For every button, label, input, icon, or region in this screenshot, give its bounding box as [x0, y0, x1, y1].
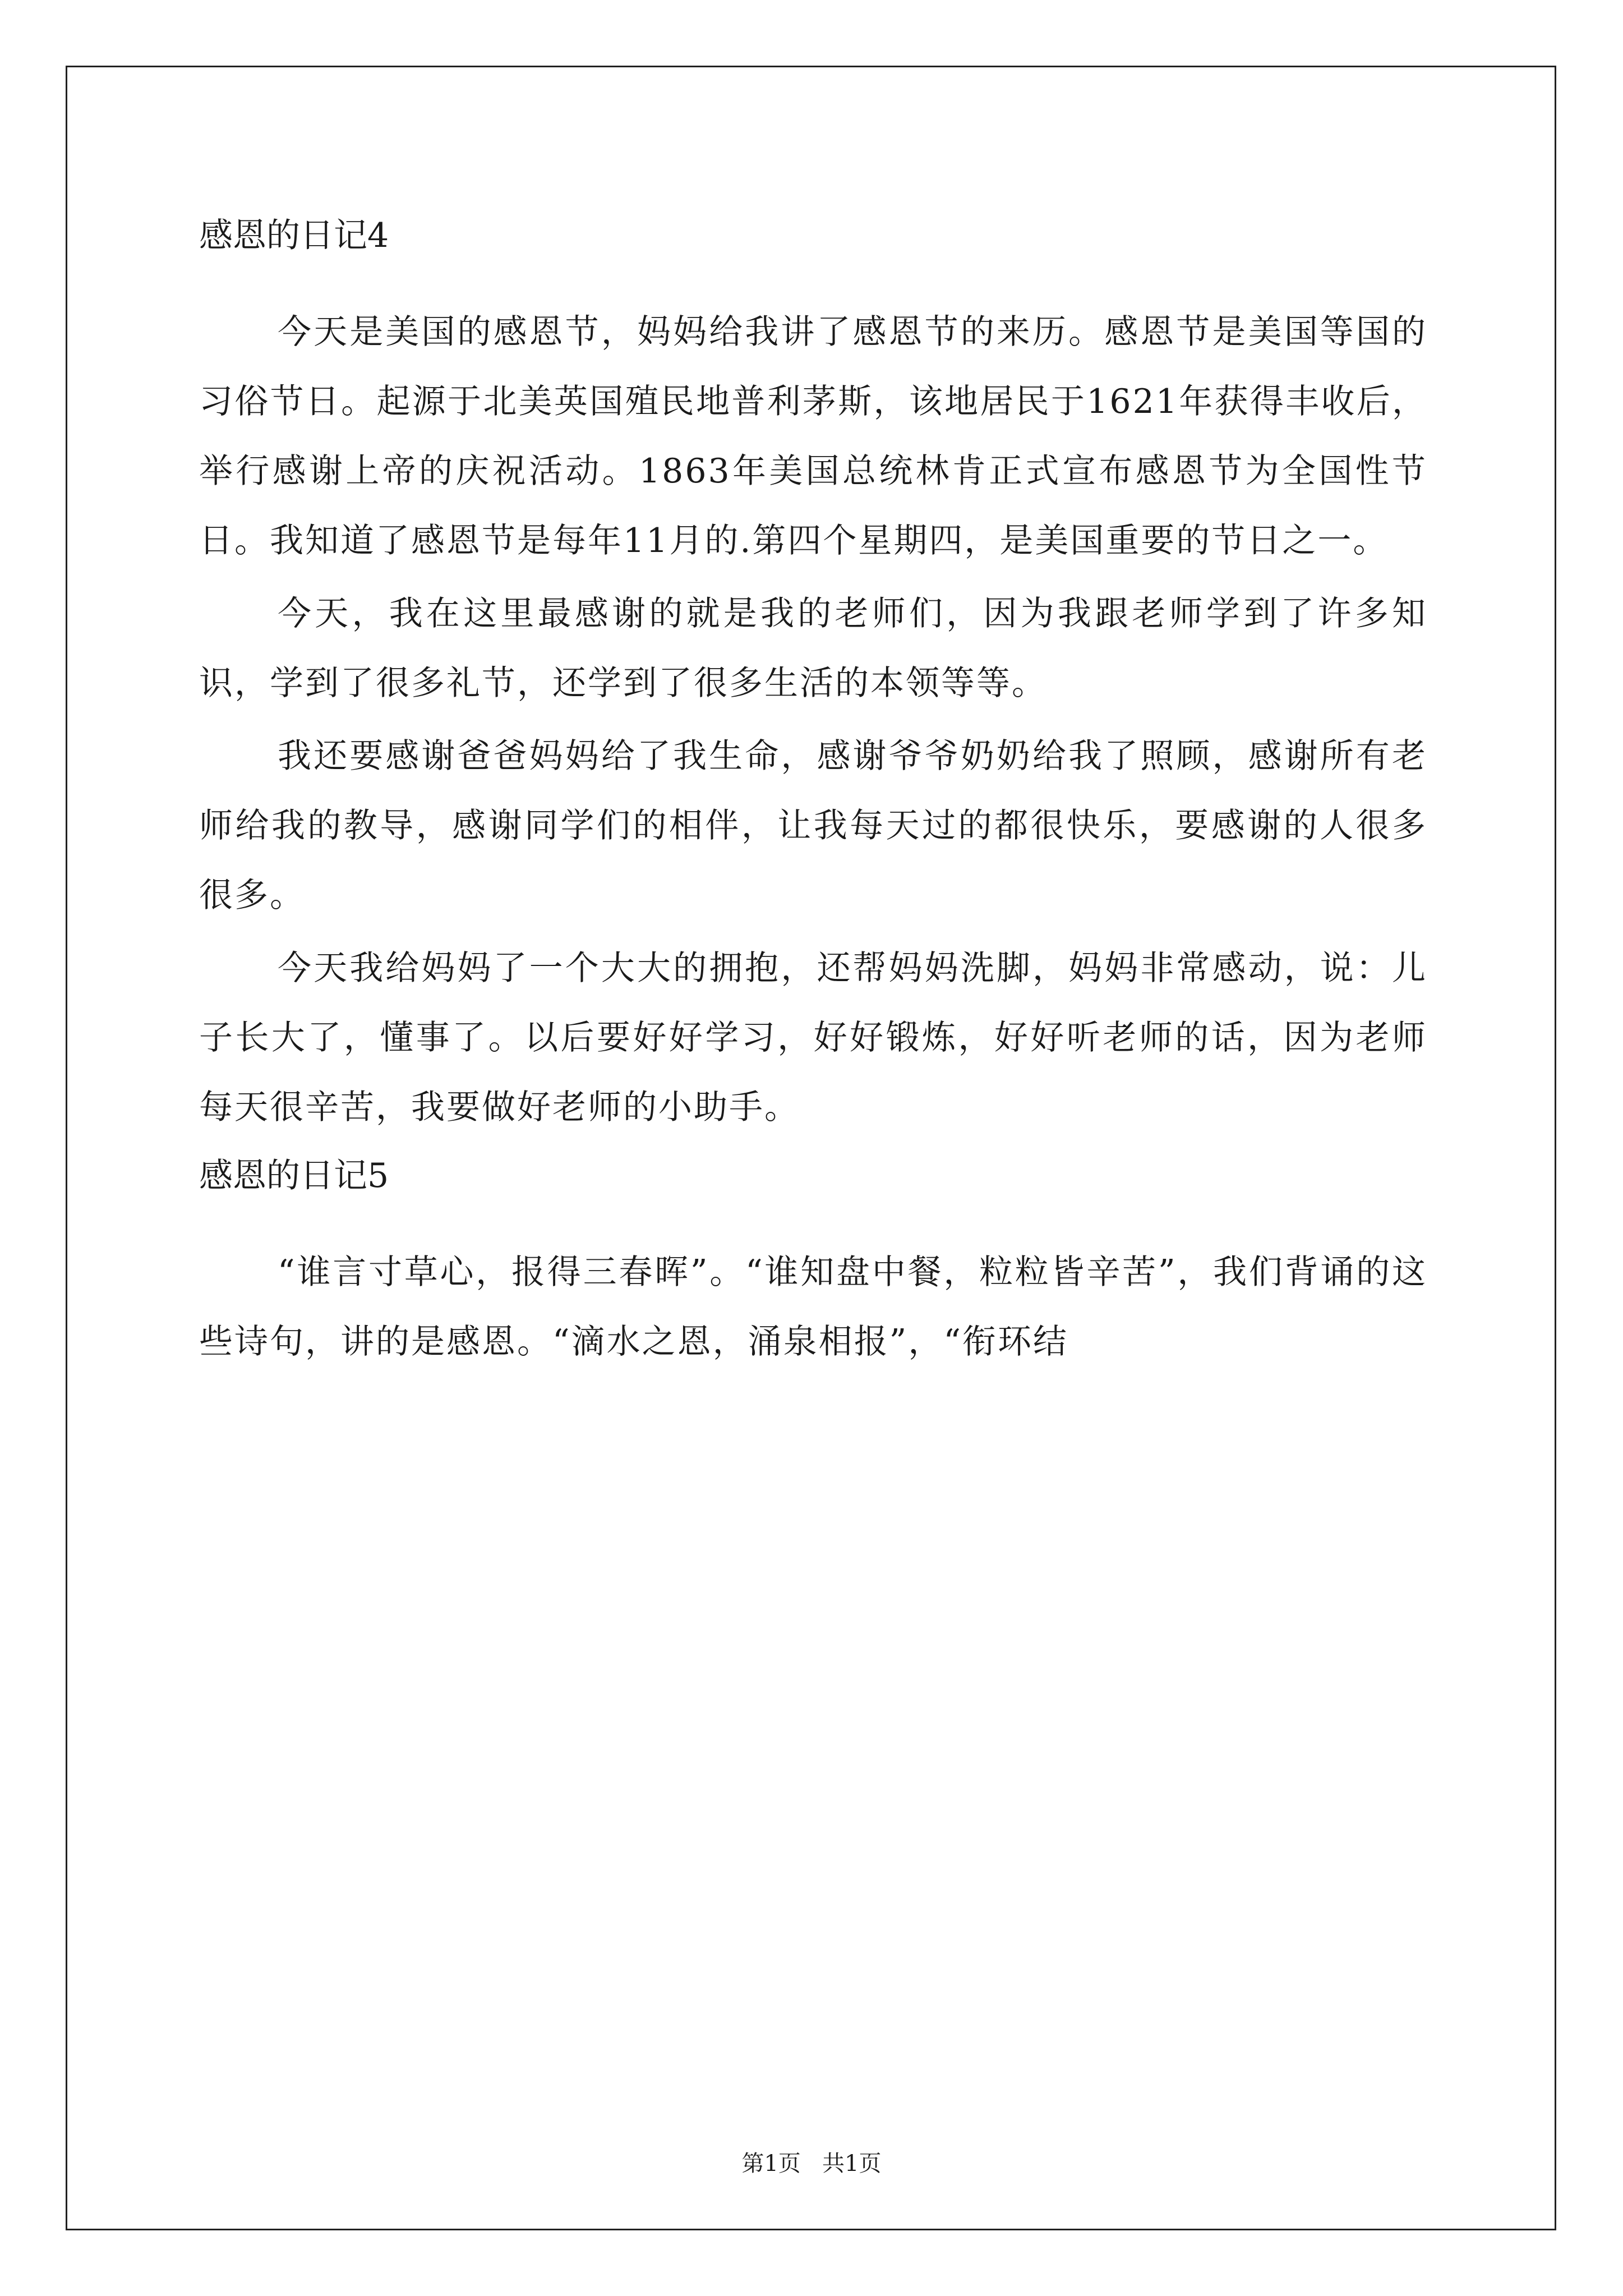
paragraph: 今天，我在这里最感谢的就是我的老师们，因为我跟老师学到了许多知识，学到了很多礼节，还学到了很多生活的本领等等。 — [199, 594, 1427, 703]
section-title: 感恩的日记5 — [199, 1156, 389, 1195]
paragraph: “谁言寸草心，报得三春晖”。“谁知盘中餐，粒粒皆辛苦”，我们背诵的这些诗句，讲的是感恩。“滴水之恩，涌泉相报”，“衔环结 — [199, 1253, 1427, 1361]
paragraph: 今天我给妈妈了一个大大的拥抱，还帮妈妈洗脚，妈妈非常感动，说：儿子长大了，懂事了。以后要好好学习，好好锻炼，好好听老师的话，因为老师每天很辛苦，我要做好老师的小助手。 — [199, 949, 1427, 1127]
page-number-footer: 第1页 共1页 — [741, 2151, 882, 2177]
document-body — [199, 208, 1427, 1380]
section-title: 感恩的日记4 — [199, 216, 389, 255]
paragraph: 今天是美国的感恩节，妈妈给我讲了感恩节的来历。感恩节是美国等国的习俗节日。起源于北美英国殖民地普利茅斯，该地居民于1621年获得丰收后，举行感谢上帝的庆祝活动。1863年美国总统林肯正式宣布感恩节为全国性节日。我知道了感恩节是每年11月的.第四个星期四，是美国重要的节日之一。 — [199, 312, 1427, 560]
paragraph: 我还要感谢爸爸妈妈给了我生命，感谢爷爷奶奶给我了照顾，感谢所有老师给我的教导，感谢同学们的相伴，让我每天过的都很快乐，要感谢的人很多很多。 — [199, 737, 1427, 915]
